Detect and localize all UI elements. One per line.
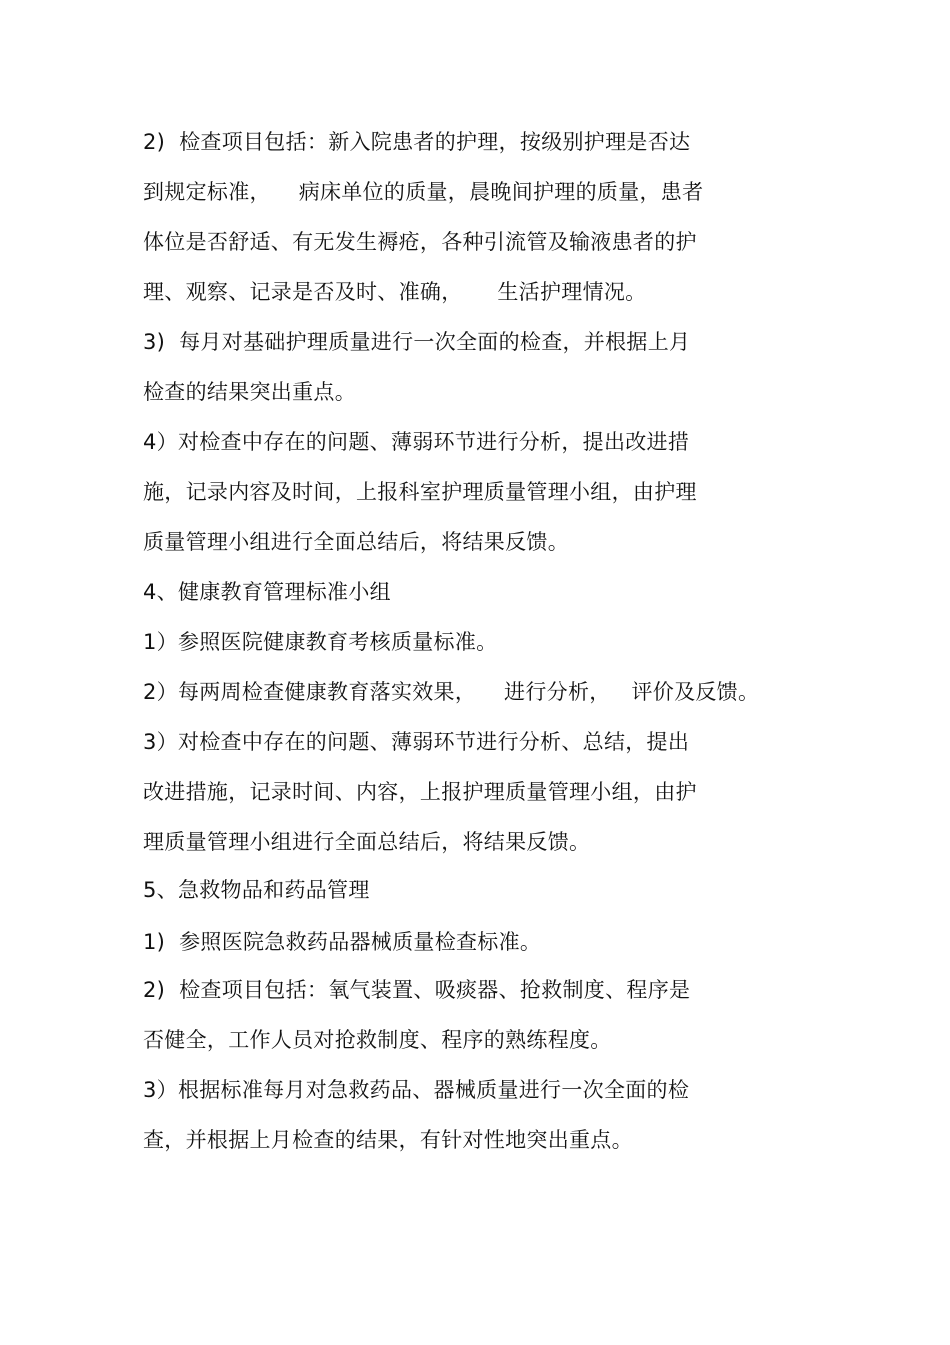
text-line: 检查的结果突出重点。	[143, 380, 356, 404]
text-line: 2) 检查项目包括：新入院患者的护理，按级别护理是否达	[143, 130, 691, 154]
text-line: 4）对检查中存在的问题、薄弱环节进行分析，提出改进措	[143, 430, 690, 454]
text-line: 理质量管理小组进行全面总结后，将结果反馈。	[143, 830, 591, 854]
text-line: 体位是否舒适、有无发生褥疮，各种引流管及输液患者的护	[143, 230, 697, 254]
text-line: 1）参照医院健康教育考核质量标准。	[143, 630, 498, 654]
text-line: 3）根据标准每月对急救药品、器械质量进行一次全面的检	[143, 1078, 690, 1102]
text-line: 2）每两周检查健康教育落实效果， 进行分析， 评价及反馈。	[143, 680, 760, 704]
text-line: 1) 参照医院急救药品器械质量检查标准。	[143, 930, 542, 954]
text-line: 施，记录内容及时间，上报科室护理质量管理小组，由护理	[143, 480, 697, 504]
text-line: 质量管理小组进行全面总结后，将结果反馈。	[143, 530, 569, 554]
text-line: 3）对检查中存在的问题、薄弱环节进行分析、总结，提出	[143, 730, 690, 754]
section-heading: 4、健康教育管理标准小组	[143, 580, 391, 604]
text-line: 3) 每月对基础护理质量进行一次全面的检查，并根据上月	[143, 330, 691, 354]
text-line: 改进措施，记录时间、内容，上报护理质量管理小组，由护	[143, 780, 697, 804]
text-line: 查，并根据上月检查的结果，有针对性地突出重点。	[143, 1128, 633, 1152]
text-line: 否健全，工作人员对抢救制度、程序的熟练程度。	[143, 1028, 612, 1052]
text-line: 2) 检查项目包括：氧气装置、吸痰器、抢救制度、程序是	[143, 978, 691, 1002]
section-heading: 5、急救物品和药品管理	[143, 878, 370, 902]
text-line: 到规定标准， 病床单位的质量，晨晚间护理的质量，患者	[143, 180, 704, 204]
text-line: 理、观察、记录是否及时、准确， 生活护理情况。	[143, 280, 647, 304]
